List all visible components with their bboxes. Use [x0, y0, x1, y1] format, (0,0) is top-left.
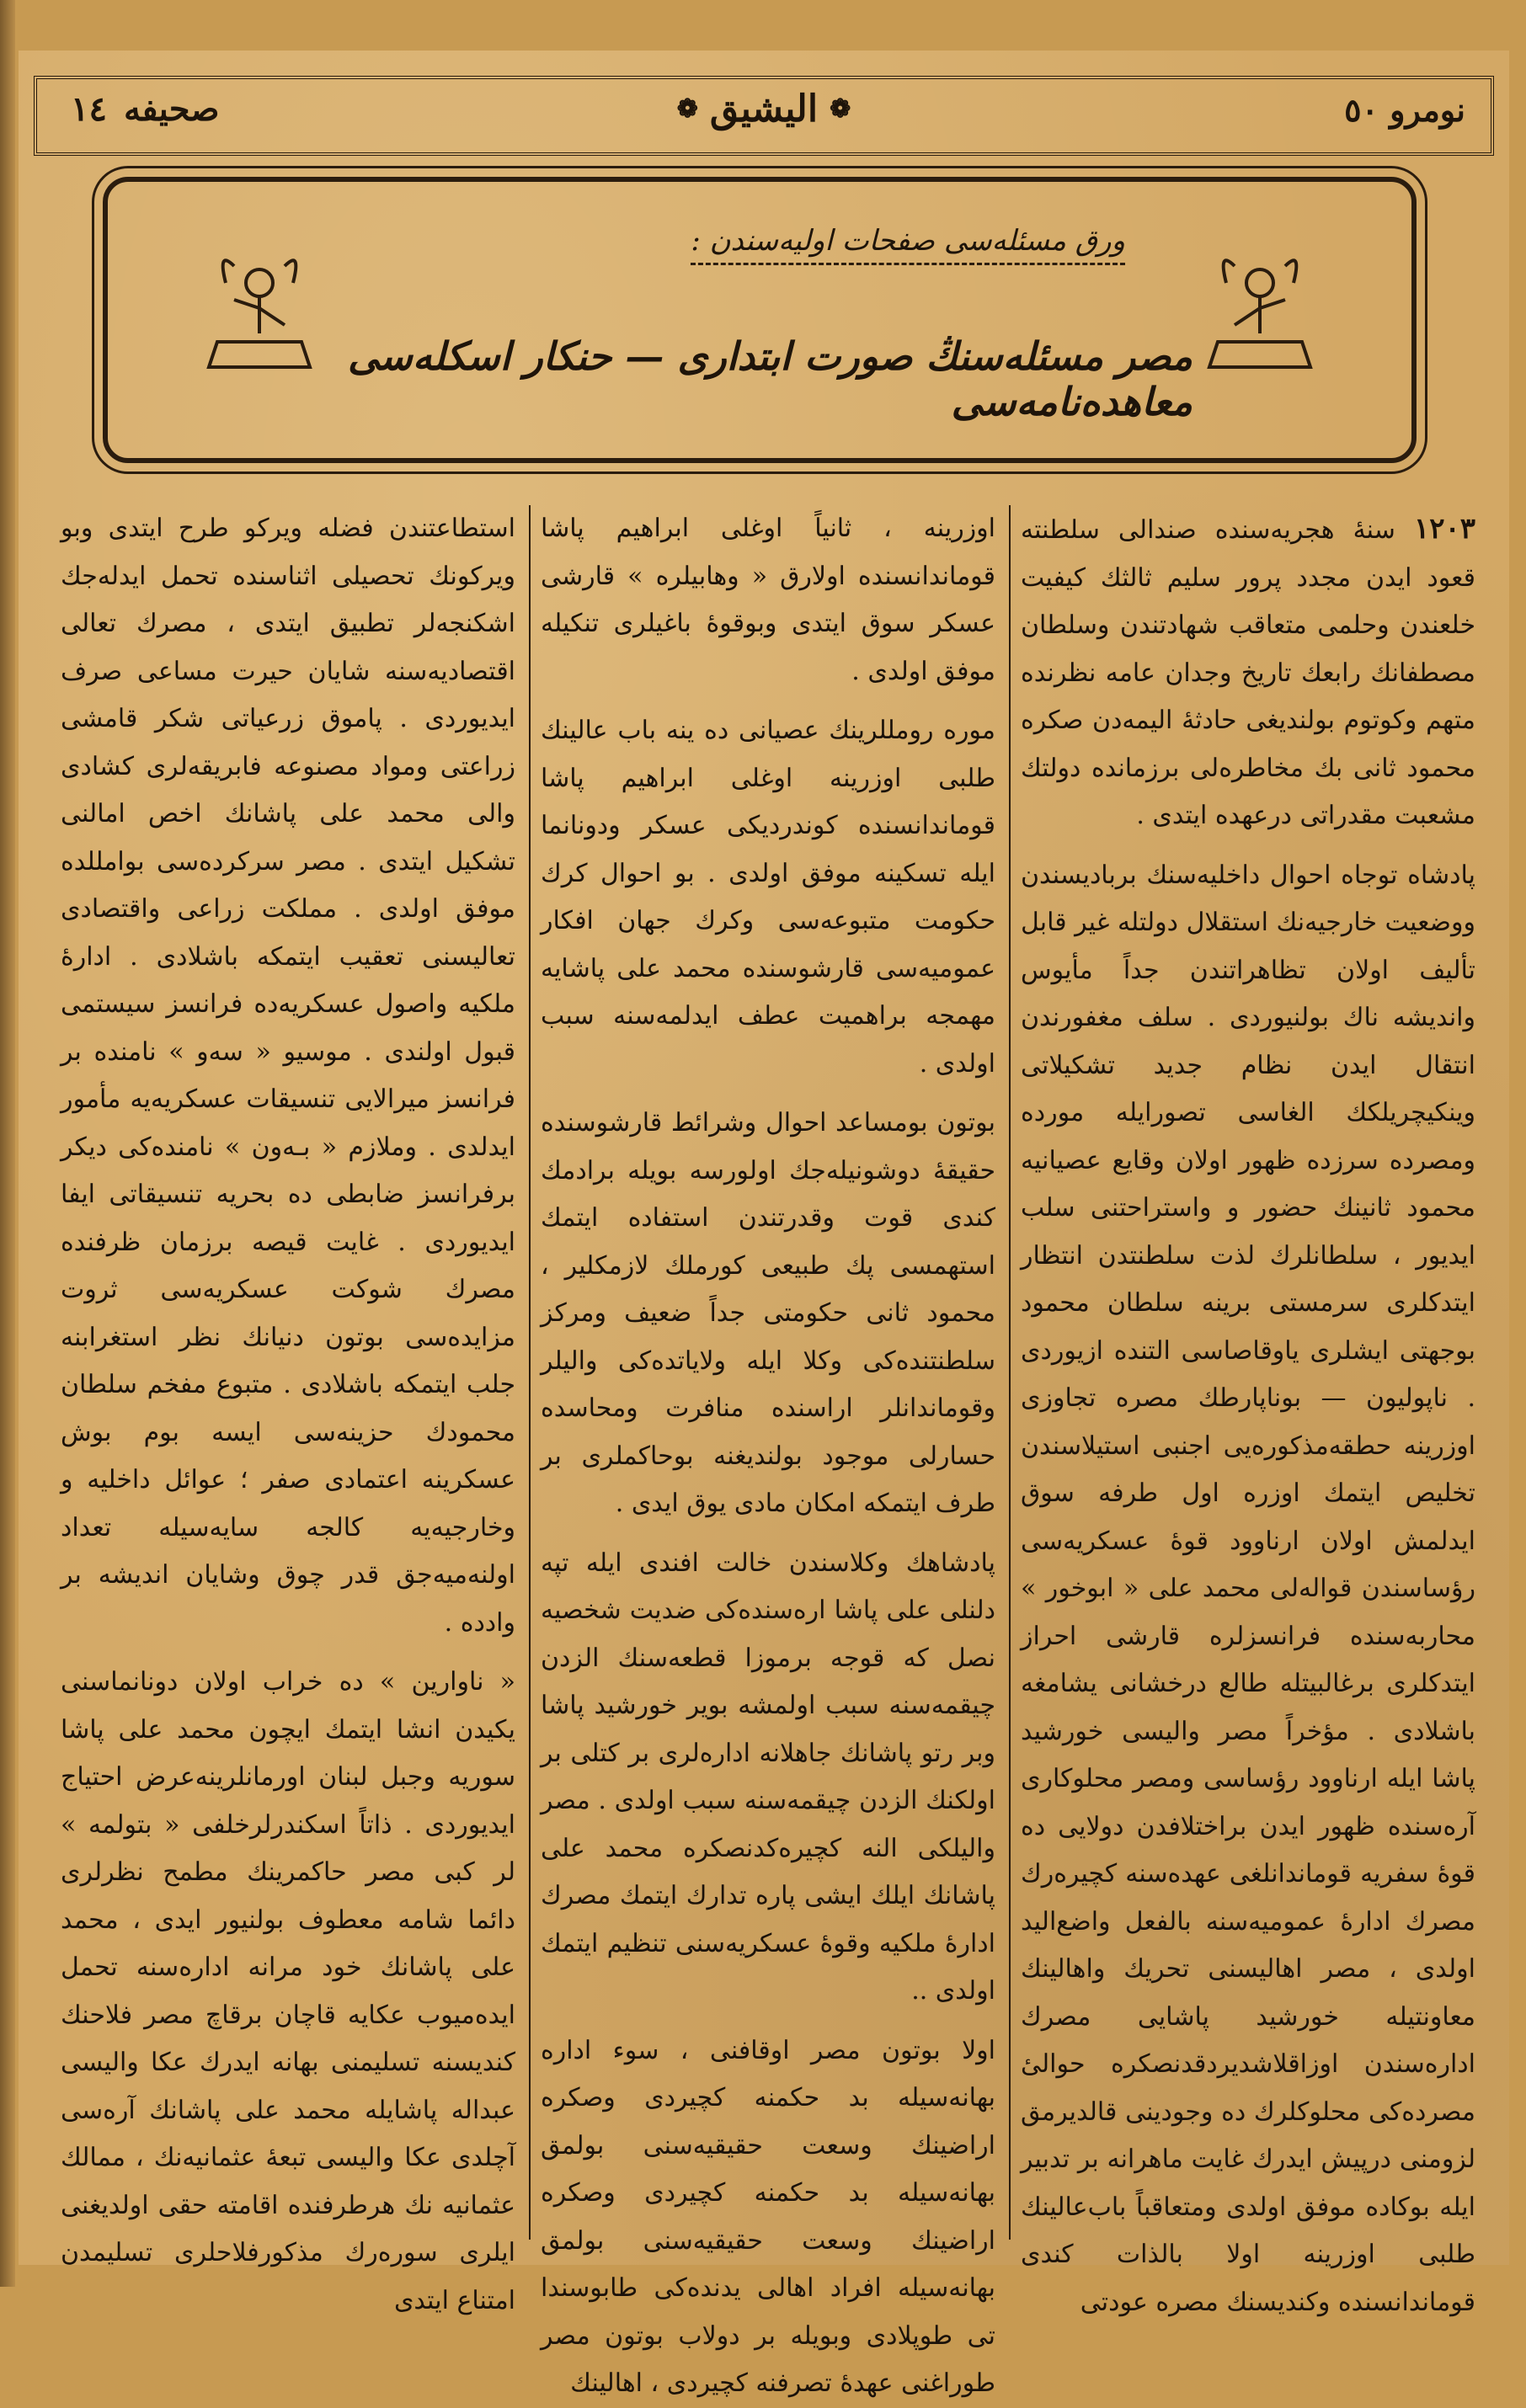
article-columns	[52, 505, 1484, 2398]
banner-headline: مصر مسئله‌سنڭ صورت ابتداری — حنكار اسكله‌سی معاهده‌نامه‌سی	[347, 333, 1193, 424]
issue-number: نومرو ٥٠	[1344, 91, 1465, 129]
ornament-icon: ❁	[830, 94, 851, 124]
paragraph: « ناوارین » ده خراب اولان دونانماسنی یكیدن انشا ایتمك ایچون محمد علی پاشا سوریه وجبل لبنان اورمانلرینه‌عرض احتیاج ایدیوردی . ذاتاً اسكندرلرخلفی « بتولمه » لر كبی مصر حاكمرینك مطمح نظرلری دائما شامه معطوف بولنیور ایدی ، محمد علی پاشانك خود مرانه اداره‌سنه تحمل ایده‌میوب عكایه قاچان برقاچ مصر فلاحنك كندیسنه تسلیمنی بهانه ایدرك عكا والیسی عبداله پاشایله محمد علی پاشانك آره‌سی آچلدی عكا والیسی تبعه‌ٔ عثمانیه‌نك ، ممالك عثمانیه نك هرطرفنده اقامته حقی اولدیغنی ایلری سوره‌رك مذكورفلاحلری تسلیمدن امتناع ایتدی	[61, 1667, 515, 2315]
newspaper-name: الیشیق	[709, 88, 819, 131]
year-text: ١٢٠٣	[1413, 512, 1475, 546]
paragraph: موره رومللرینك عصیانی ده ینه باب عالینك طلبی اوزرینه اوغلی ابراهیم پاشا قوماندانسنده كوندردیكی عسكر ودونانما ایله تسكینه موفق اولدی . بو احوال كرك حكومت متبوعه‌سی وكرك جهان افكار عمومیه‌سی قارشوسنده محمد علی پاشایه مهمجه براهمیت عطف ایدلمه‌سنه سبب اولدی .	[541, 716, 995, 1079]
scan-edge	[0, 0, 15, 2287]
paragraph	[1021, 505, 1475, 840]
paragraph: اولا بوتون مصر اوقافنی ، سوء اداره بهانه‌سیله بد حكمنه كچیردی وصكره اراضینك وسعت حقیقیه‌سنی بولمق بهانه‌سیله بد حكمنه كچیردی وصكره اراضینك وسعت حقیقیه‌سنی بولمق بهانه‌سیله افراد اهالی یدنده‌كی طابوسندا تی طوپلادی وبویله بر دولاب بوتون مصر طوراغنی عهدهٔ تصرفنه كچیردی ، اهالینك	[541, 2035, 995, 2398]
newspaper-title	[677, 88, 851, 131]
column-divider	[1009, 505, 1011, 2240]
article-column-1	[1021, 505, 1475, 2317]
page-label: صحیفه	[123, 89, 220, 129]
banner-subtitle: ورق مسئله‌سی صفحات اولیه‌سندن :	[691, 224, 1125, 265]
masthead	[34, 76, 1494, 156]
newspaper-page	[19, 51, 1509, 2398]
paragraph: پادشاهك وكلاسندن خالت افندی ایله تپه دلنلی علی پاشا اره‌سنده‌كی ضدیت شخصیه نصل كه قوجه برموزا قطعه‌سنك الزدن چیقمه‌سنه سبب اولمشه بویر خورشید پاشا وبر رتو پاشانك جاهلانه اداره‌لری بر كتلی بر اولكنك الزدن چیقمه‌سنه سبب اولدی . مصر والیلكی النه كچیره‌كدنصكره محمد علی پاشانك ایلك ایشی پاره تدارك ایتمك مصرك اداره‌ٔ ملكیه وقوهٔ عسكریه‌سنی تنظیم ایتمك اولدی ..	[541, 1548, 995, 2006]
paragraph: اوزرینه ، ثانیاً اوغلی ابراهیم پاشا قوماندانسنده اولارق « وهابیلره » قارشی عسكر سوق ایتدی وبوقوهٔ باغیلری تنكیله موفق اولدی .	[541, 514, 995, 686]
paragraph-text: سنه‌ٔ هجریه‌سنده صندالی سلطنته قعود ایدن مجدد پرور سلیم ثالثك كیفیت خلعندن وحلمی متعاقب شهادتندن وسلطان مصطفانك رابعك تاریخ وجدان عامه نظرنده متهم وكوتوم بولندیغی حادثهٔ الیمه‌دن صكره محمود ثانی بك مخاطره‌لی برزمانده دولتك مشعبت مقدراتی درعهده ایتدی .	[1021, 515, 1475, 830]
column-divider	[529, 505, 531, 2240]
article-banner	[103, 177, 1417, 463]
page-number-value: ١٤	[71, 89, 107, 129]
paragraph: استطاعتندن فضله ویركو طرح ایتدی وبو ویركونك تحصیلی اثناسنده تحمل ایدله‌جك اشكنجه‌لر تطبیق ایتدی ، مصرك تعالی اقتصادیه‌سنه شایان حیرت مساعی صرف ایدیوردی . پاموق زرعیاتی شكر قامشی زراعتی ومواد مصنوعه فابریقه‌لری كشادی والی محمد علی پاشانك اخص امالنی تشكیل ایتدی . مصر سركرده‌سی بوامللده موفق اولدی . مملكت زراعی واقتصادی تعالیسنی تعقیب ایتمكه باشلادی . اداره‌ٔ ملكیه واصول عسكریه‌ده فرانسز سیستمی قبول اولندی . موسیو « سه‌و » نامنده بر فرانسز میرالایی تنسیقات عسكریه‌یه مأمور ایدلدی . وملازم « بـه‌ون » نامنده‌كی دیكر برفرانسز ضابطی ده بحریه تنسیقاتی ایفا ایدیوردی . غایت قیصه برزمان ظرفنده مصرك شوكت عسكریه‌سی ثروت مزایده‌سی بوتون دنیانك نظر استغرابنه جلب ایتمكه باشلادی . متبوع مفخم سلطان محمودك حزینه‌سی ایسه بوم بوش عسكرینه اعتمادی صفر ؛ عوائل داخلیه و وخارجیه‌یه كالجه سایه‌سیله تعداد اولنه‌میه‌جق قدر چوق وشایان اندیشه بر وادده .	[61, 514, 515, 1638]
page-number	[71, 89, 220, 129]
article-column-3	[61, 505, 515, 2315]
paragraph: بوتون بومساعد احوال وشرائط قارشوسنده حقیقهٔ دوشونیله‌جك اولورسه بویله برادمك كندی قوت وقدرتندن استفاده ایتمك استهمسی پك طبیعی كورملك لازمكلیر ، محمود ثانی حكومتی جداً ضعیف ومركز سلطنتنده‌كی وكلا ایله ولایاتده‌كی والیلر وقوماندانلر اراسنده منافرت ومحاسده حسارلی موجود بولندیغنه بوحاكملری بر طرف ایتمكه امكان مادی یوق ایدی .	[541, 1108, 995, 1518]
ornament-icon: ❁	[676, 94, 698, 124]
paragraph: پادشاه توجاه احوال داخلیه‌سنك برباديسندن ووضعیت خارجیه‌نك استقلال دولتله غیر قابل تألیف اولان تظاهراتندن جداً مأیوس واندیشه ناك بولنیوردی . سلف مغفورندن انتقال ایدن نظام جدید تشكیلاتی وینكیچریلكك الغاسی تصورایله مورده ومصرده سرزده ظهور اولان وقایع عصیانیه محمود ثانینك حضور و واستراحتنی سلب ایدیور ، سلطانلرك لذت سلطنتدن انتظار ایتدكلری سرمستی برینه سلطان محمود بوجهتی ایشلری یاوقاصاسی التنده ازیوردی . ناپولیون — بوناپارطك مصره تجاوزی اوزرینه حطقه‌مذكوره‌یی اجنبی استیلاسندن تخلیص ایتمك اوزره اول طرفه سوق ایدلمش اولان ارناوود قوهٔ عسكریه‌سی رؤساسندن قواله‌لی محمد علی « ابوخور » محاربه‌سنده فرانسزلره قارشی احراز ایتدكلری برغالبیتله طالع درخشانی یشامغه باشلادی . مؤخراً مصر والیسی خورشید پاشا ایله ارناوود رؤساسی ومصر محلوكاری آره‌سنده ظهور ایدن براختلافدن دولایی ده قوهٔ سفریه قوماندانلغی عهده‌سنه كچیره‌رك مصرك اداره‌ٔ عمومیه‌سنه بالفعل واضع‌الید اولدی ، مصر اهالیسنی تحریك واهالینك معاونتیله خورشید پاشایی مصرك اداره‌سندن اوزاقلاشدیردقدنصكره حوالیٔ مصرده‌كی محلوكلرك ده وجودینی قالدیرمق لزومنی درپیش ایدرك غایت ماهرانه بر تدبیر ایله بوكاده موفق اولدی ومتعاقباً باب‌عالینك طلبی اوزرینه اولا بالذات كندی قوماندانسنده وكندیسنك مصره عودتی	[1021, 860, 1475, 2317]
article-column-2	[541, 505, 995, 2398]
cherub-figure-icon	[1201, 249, 1319, 376]
